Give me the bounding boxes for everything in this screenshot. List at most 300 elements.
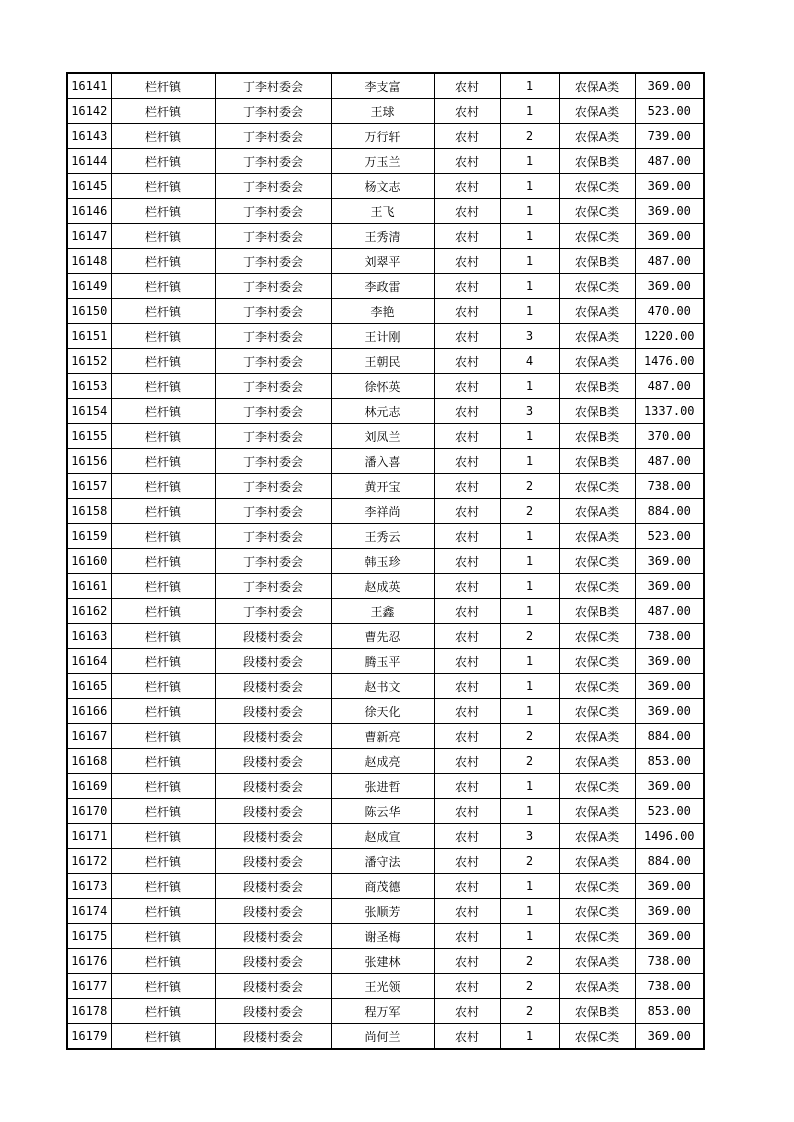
cell-insurance-category: 农保C类 bbox=[559, 574, 635, 599]
cell-area-type: 农村 bbox=[434, 249, 500, 274]
cell-village-committee: 丁李村委会 bbox=[215, 274, 331, 299]
cell-person-name: 王球 bbox=[331, 99, 434, 124]
cell-insurance-category: 农保C类 bbox=[559, 474, 635, 499]
cell-town: 栏杆镇 bbox=[111, 349, 215, 374]
cell-household-count: 1 bbox=[500, 374, 559, 399]
cell-area-type: 农村 bbox=[434, 199, 500, 224]
cell-village-committee: 段楼村委会 bbox=[215, 724, 331, 749]
cell-insurance-category: 农保B类 bbox=[559, 599, 635, 624]
cell-person-name: 曹先忍 bbox=[331, 624, 434, 649]
cell-record-number: 16167 bbox=[67, 724, 111, 749]
cell-record-number: 16170 bbox=[67, 799, 111, 824]
cell-household-count: 1 bbox=[500, 599, 559, 624]
cell-area-type: 农村 bbox=[434, 124, 500, 149]
cell-area-type: 农村 bbox=[434, 724, 500, 749]
cell-person-name: 潘守法 bbox=[331, 849, 434, 874]
cell-area-type: 农村 bbox=[434, 374, 500, 399]
cell-household-count: 1 bbox=[500, 874, 559, 899]
cell-person-name: 腾玉平 bbox=[331, 649, 434, 674]
cell-household-count: 1 bbox=[500, 149, 559, 174]
cell-household-count: 1 bbox=[500, 799, 559, 824]
cell-household-count: 1 bbox=[500, 924, 559, 949]
cell-amount: 470.00 bbox=[635, 299, 704, 324]
cell-household-count: 2 bbox=[500, 749, 559, 774]
cell-household-count: 2 bbox=[500, 724, 559, 749]
cell-person-name: 杨文志 bbox=[331, 174, 434, 199]
cell-town: 栏杆镇 bbox=[111, 899, 215, 924]
cell-insurance-category: 农保C类 bbox=[559, 699, 635, 724]
cell-household-count: 1 bbox=[500, 174, 559, 199]
cell-town: 栏杆镇 bbox=[111, 449, 215, 474]
cell-record-number: 16160 bbox=[67, 549, 111, 574]
table-row bbox=[67, 124, 704, 149]
cell-record-number: 16147 bbox=[67, 224, 111, 249]
cell-household-count: 2 bbox=[500, 474, 559, 499]
cell-household-count: 2 bbox=[500, 624, 559, 649]
cell-amount: 487.00 bbox=[635, 599, 704, 624]
cell-amount: 487.00 bbox=[635, 374, 704, 399]
table-row bbox=[67, 299, 704, 324]
cell-household-count: 1 bbox=[500, 774, 559, 799]
cell-household-count: 1 bbox=[500, 299, 559, 324]
cell-amount: 370.00 bbox=[635, 424, 704, 449]
cell-insurance-category: 农保B类 bbox=[559, 424, 635, 449]
cell-area-type: 农村 bbox=[434, 1024, 500, 1050]
cell-person-name: 曹新亮 bbox=[331, 724, 434, 749]
cell-village-committee: 段楼村委会 bbox=[215, 924, 331, 949]
cell-record-number: 16150 bbox=[67, 299, 111, 324]
cell-area-type: 农村 bbox=[434, 574, 500, 599]
cell-person-name: 王鑫 bbox=[331, 599, 434, 624]
cell-person-name: 程万军 bbox=[331, 999, 434, 1024]
cell-insurance-category: 农保C类 bbox=[559, 274, 635, 299]
cell-record-number: 16172 bbox=[67, 849, 111, 874]
cell-village-committee: 丁李村委会 bbox=[215, 224, 331, 249]
cell-village-committee: 丁李村委会 bbox=[215, 499, 331, 524]
cell-record-number: 16163 bbox=[67, 624, 111, 649]
cell-village-committee: 丁李村委会 bbox=[215, 574, 331, 599]
cell-village-committee: 段楼村委会 bbox=[215, 824, 331, 849]
cell-household-count: 1 bbox=[500, 649, 559, 674]
cell-area-type: 农村 bbox=[434, 474, 500, 499]
cell-person-name: 张进哲 bbox=[331, 774, 434, 799]
table-row bbox=[67, 824, 704, 849]
cell-household-count: 3 bbox=[500, 399, 559, 424]
cell-insurance-category: 农保C类 bbox=[559, 899, 635, 924]
cell-area-type: 农村 bbox=[434, 749, 500, 774]
cell-village-committee: 丁李村委会 bbox=[215, 399, 331, 424]
cell-record-number: 16153 bbox=[67, 374, 111, 399]
cell-person-name: 谢圣梅 bbox=[331, 924, 434, 949]
cell-record-number: 16155 bbox=[67, 424, 111, 449]
cell-person-name: 王光领 bbox=[331, 974, 434, 999]
cell-village-committee: 丁李村委会 bbox=[215, 349, 331, 374]
cell-record-number: 16175 bbox=[67, 924, 111, 949]
cell-person-name: 王秀清 bbox=[331, 224, 434, 249]
table-row bbox=[67, 1024, 704, 1050]
table-row bbox=[67, 999, 704, 1024]
cell-person-name: 张顺芳 bbox=[331, 899, 434, 924]
cell-household-count: 2 bbox=[500, 974, 559, 999]
cell-record-number: 16171 bbox=[67, 824, 111, 849]
cell-village-committee: 段楼村委会 bbox=[215, 674, 331, 699]
table-row bbox=[67, 399, 704, 424]
cell-insurance-category: 农保C类 bbox=[559, 199, 635, 224]
cell-village-committee: 丁李村委会 bbox=[215, 524, 331, 549]
cell-town: 栏杆镇 bbox=[111, 874, 215, 899]
cell-town: 栏杆镇 bbox=[111, 999, 215, 1024]
cell-record-number: 16174 bbox=[67, 899, 111, 924]
cell-town: 栏杆镇 bbox=[111, 374, 215, 399]
table-row bbox=[67, 374, 704, 399]
table-row bbox=[67, 599, 704, 624]
cell-area-type: 农村 bbox=[434, 149, 500, 174]
cell-town: 栏杆镇 bbox=[111, 624, 215, 649]
cell-amount: 1476.00 bbox=[635, 349, 704, 374]
cell-village-committee: 段楼村委会 bbox=[215, 749, 331, 774]
cell-area-type: 农村 bbox=[434, 624, 500, 649]
roster-body bbox=[67, 73, 704, 1049]
cell-person-name: 尚何兰 bbox=[331, 1024, 434, 1050]
cell-amount: 884.00 bbox=[635, 724, 704, 749]
table-row bbox=[67, 724, 704, 749]
cell-village-committee: 段楼村委会 bbox=[215, 774, 331, 799]
cell-person-name: 刘凤兰 bbox=[331, 424, 434, 449]
cell-person-name: 刘翠平 bbox=[331, 249, 434, 274]
cell-area-type: 农村 bbox=[434, 899, 500, 924]
cell-insurance-category: 农保A类 bbox=[559, 724, 635, 749]
table-row bbox=[67, 174, 704, 199]
cell-household-count: 2 bbox=[500, 999, 559, 1024]
table-row bbox=[67, 574, 704, 599]
cell-amount: 369.00 bbox=[635, 274, 704, 299]
cell-insurance-category: 农保C类 bbox=[559, 224, 635, 249]
cell-village-committee: 丁李村委会 bbox=[215, 474, 331, 499]
cell-household-count: 3 bbox=[500, 824, 559, 849]
cell-area-type: 农村 bbox=[434, 399, 500, 424]
table-row bbox=[67, 424, 704, 449]
cell-insurance-category: 农保C类 bbox=[559, 674, 635, 699]
cell-insurance-category: 农保A类 bbox=[559, 499, 635, 524]
cell-household-count: 1 bbox=[500, 424, 559, 449]
cell-amount: 369.00 bbox=[635, 874, 704, 899]
cell-area-type: 农村 bbox=[434, 99, 500, 124]
cell-town: 栏杆镇 bbox=[111, 574, 215, 599]
cell-area-type: 农村 bbox=[434, 974, 500, 999]
cell-household-count: 4 bbox=[500, 349, 559, 374]
cell-person-name: 万行轩 bbox=[331, 124, 434, 149]
cell-amount: 523.00 bbox=[635, 524, 704, 549]
cell-household-count: 2 bbox=[500, 849, 559, 874]
cell-person-name: 万玉兰 bbox=[331, 149, 434, 174]
cell-town: 栏杆镇 bbox=[111, 149, 215, 174]
cell-record-number: 16142 bbox=[67, 99, 111, 124]
cell-amount: 884.00 bbox=[635, 499, 704, 524]
cell-area-type: 农村 bbox=[434, 874, 500, 899]
table-row bbox=[67, 249, 704, 274]
cell-record-number: 16158 bbox=[67, 499, 111, 524]
cell-person-name: 王飞 bbox=[331, 199, 434, 224]
cell-town: 栏杆镇 bbox=[111, 124, 215, 149]
cell-amount: 1220.00 bbox=[635, 324, 704, 349]
cell-household-count: 1 bbox=[500, 274, 559, 299]
cell-amount: 853.00 bbox=[635, 749, 704, 774]
cell-area-type: 农村 bbox=[434, 924, 500, 949]
cell-insurance-category: 农保C类 bbox=[559, 624, 635, 649]
table-row bbox=[67, 974, 704, 999]
cell-town: 栏杆镇 bbox=[111, 599, 215, 624]
table-row bbox=[67, 324, 704, 349]
cell-area-type: 农村 bbox=[434, 424, 500, 449]
cell-household-count: 3 bbox=[500, 324, 559, 349]
cell-insurance-category: 农保A类 bbox=[559, 824, 635, 849]
cell-record-number: 16168 bbox=[67, 749, 111, 774]
cell-village-committee: 段楼村委会 bbox=[215, 899, 331, 924]
table-row bbox=[67, 924, 704, 949]
table-row bbox=[67, 899, 704, 924]
cell-town: 栏杆镇 bbox=[111, 174, 215, 199]
cell-household-count: 2 bbox=[500, 499, 559, 524]
cell-insurance-category: 农保B类 bbox=[559, 449, 635, 474]
cell-amount: 487.00 bbox=[635, 149, 704, 174]
cell-area-type: 农村 bbox=[434, 799, 500, 824]
cell-village-committee: 段楼村委会 bbox=[215, 699, 331, 724]
cell-household-count: 1 bbox=[500, 249, 559, 274]
table-row bbox=[67, 499, 704, 524]
cell-village-committee: 丁李村委会 bbox=[215, 99, 331, 124]
cell-person-name: 黄开宝 bbox=[331, 474, 434, 499]
cell-village-committee: 丁李村委会 bbox=[215, 149, 331, 174]
cell-insurance-category: 农保A类 bbox=[559, 949, 635, 974]
cell-amount: 487.00 bbox=[635, 249, 704, 274]
table-row bbox=[67, 674, 704, 699]
cell-village-committee: 段楼村委会 bbox=[215, 849, 331, 874]
cell-amount: 369.00 bbox=[635, 224, 704, 249]
cell-amount: 738.00 bbox=[635, 474, 704, 499]
table-row bbox=[67, 849, 704, 874]
cell-amount: 1337.00 bbox=[635, 399, 704, 424]
cell-record-number: 16145 bbox=[67, 174, 111, 199]
cell-village-committee: 丁李村委会 bbox=[215, 549, 331, 574]
cell-household-count: 2 bbox=[500, 949, 559, 974]
cell-village-committee: 段楼村委会 bbox=[215, 949, 331, 974]
cell-insurance-category: 农保A类 bbox=[559, 849, 635, 874]
cell-insurance-category: 农保A类 bbox=[559, 73, 635, 99]
cell-area-type: 农村 bbox=[434, 449, 500, 474]
cell-amount: 487.00 bbox=[635, 449, 704, 474]
cell-area-type: 农村 bbox=[434, 774, 500, 799]
cell-person-name: 张建林 bbox=[331, 949, 434, 974]
cell-town: 栏杆镇 bbox=[111, 649, 215, 674]
table-row bbox=[67, 749, 704, 774]
cell-person-name: 徐天化 bbox=[331, 699, 434, 724]
cell-record-number: 16141 bbox=[67, 73, 111, 99]
cell-record-number: 16144 bbox=[67, 149, 111, 174]
table-row bbox=[67, 949, 704, 974]
cell-person-name: 李祥尚 bbox=[331, 499, 434, 524]
cell-town: 栏杆镇 bbox=[111, 799, 215, 824]
cell-amount: 369.00 bbox=[635, 73, 704, 99]
cell-record-number: 16176 bbox=[67, 949, 111, 974]
cell-town: 栏杆镇 bbox=[111, 1024, 215, 1050]
cell-area-type: 农村 bbox=[434, 324, 500, 349]
cell-area-type: 农村 bbox=[434, 674, 500, 699]
cell-amount: 369.00 bbox=[635, 549, 704, 574]
table-row bbox=[67, 799, 704, 824]
cell-village-committee: 丁李村委会 bbox=[215, 124, 331, 149]
cell-town: 栏杆镇 bbox=[111, 73, 215, 99]
cell-amount: 369.00 bbox=[635, 574, 704, 599]
cell-household-count: 2 bbox=[500, 124, 559, 149]
cell-amount: 739.00 bbox=[635, 124, 704, 149]
cell-area-type: 农村 bbox=[434, 349, 500, 374]
cell-town: 栏杆镇 bbox=[111, 99, 215, 124]
cell-town: 栏杆镇 bbox=[111, 699, 215, 724]
cell-town: 栏杆镇 bbox=[111, 299, 215, 324]
cell-record-number: 16169 bbox=[67, 774, 111, 799]
cell-amount: 738.00 bbox=[635, 949, 704, 974]
cell-insurance-category: 农保C类 bbox=[559, 1024, 635, 1050]
cell-village-committee: 段楼村委会 bbox=[215, 624, 331, 649]
cell-village-committee: 丁李村委会 bbox=[215, 599, 331, 624]
cell-village-committee: 段楼村委会 bbox=[215, 649, 331, 674]
table-row bbox=[67, 449, 704, 474]
table-row bbox=[67, 199, 704, 224]
cell-village-committee: 丁李村委会 bbox=[215, 324, 331, 349]
cell-household-count: 1 bbox=[500, 1024, 559, 1050]
cell-town: 栏杆镇 bbox=[111, 274, 215, 299]
table-row bbox=[67, 474, 704, 499]
cell-record-number: 16143 bbox=[67, 124, 111, 149]
cell-town: 栏杆镇 bbox=[111, 674, 215, 699]
cell-record-number: 16151 bbox=[67, 324, 111, 349]
cell-town: 栏杆镇 bbox=[111, 199, 215, 224]
cell-record-number: 16173 bbox=[67, 874, 111, 899]
cell-area-type: 农村 bbox=[434, 649, 500, 674]
cell-record-number: 16164 bbox=[67, 649, 111, 674]
cell-record-number: 16149 bbox=[67, 274, 111, 299]
cell-insurance-category: 农保B类 bbox=[559, 374, 635, 399]
table-row bbox=[67, 774, 704, 799]
cell-record-number: 16154 bbox=[67, 399, 111, 424]
cell-household-count: 1 bbox=[500, 699, 559, 724]
cell-record-number: 16166 bbox=[67, 699, 111, 724]
cell-household-count: 1 bbox=[500, 99, 559, 124]
cell-amount: 369.00 bbox=[635, 774, 704, 799]
cell-town: 栏杆镇 bbox=[111, 924, 215, 949]
cell-village-committee: 丁李村委会 bbox=[215, 249, 331, 274]
cell-record-number: 16157 bbox=[67, 474, 111, 499]
cell-area-type: 农村 bbox=[434, 299, 500, 324]
cell-town: 栏杆镇 bbox=[111, 724, 215, 749]
cell-household-count: 1 bbox=[500, 899, 559, 924]
cell-village-committee: 段楼村委会 bbox=[215, 799, 331, 824]
cell-household-count: 1 bbox=[500, 674, 559, 699]
cell-village-committee: 丁李村委会 bbox=[215, 374, 331, 399]
cell-insurance-category: 农保A类 bbox=[559, 749, 635, 774]
cell-village-committee: 段楼村委会 bbox=[215, 974, 331, 999]
table-row bbox=[67, 624, 704, 649]
cell-household-count: 1 bbox=[500, 549, 559, 574]
cell-area-type: 农村 bbox=[434, 274, 500, 299]
cell-area-type: 农村 bbox=[434, 849, 500, 874]
cell-amount: 369.00 bbox=[635, 924, 704, 949]
cell-insurance-category: 农保C类 bbox=[559, 549, 635, 574]
cell-household-count: 1 bbox=[500, 524, 559, 549]
cell-insurance-category: 农保C类 bbox=[559, 649, 635, 674]
cell-person-name: 王计刚 bbox=[331, 324, 434, 349]
cell-person-name: 李艳 bbox=[331, 299, 434, 324]
cell-household-count: 1 bbox=[500, 574, 559, 599]
cell-person-name: 韩玉珍 bbox=[331, 549, 434, 574]
cell-insurance-category: 农保C类 bbox=[559, 874, 635, 899]
cell-area-type: 农村 bbox=[434, 999, 500, 1024]
cell-person-name: 陈云华 bbox=[331, 799, 434, 824]
cell-person-name: 王秀云 bbox=[331, 524, 434, 549]
cell-amount: 523.00 bbox=[635, 99, 704, 124]
cell-amount: 369.00 bbox=[635, 674, 704, 699]
cell-town: 栏杆镇 bbox=[111, 774, 215, 799]
cell-insurance-category: 农保A类 bbox=[559, 299, 635, 324]
table-row bbox=[67, 274, 704, 299]
cell-record-number: 16146 bbox=[67, 199, 111, 224]
cell-area-type: 农村 bbox=[434, 949, 500, 974]
cell-insurance-category: 农保A类 bbox=[559, 124, 635, 149]
cell-town: 栏杆镇 bbox=[111, 224, 215, 249]
cell-insurance-category: 农保B类 bbox=[559, 399, 635, 424]
cell-village-committee: 丁李村委会 bbox=[215, 299, 331, 324]
cell-insurance-category: 农保C类 bbox=[559, 774, 635, 799]
cell-town: 栏杆镇 bbox=[111, 324, 215, 349]
cell-village-committee: 丁李村委会 bbox=[215, 174, 331, 199]
cell-record-number: 16178 bbox=[67, 999, 111, 1024]
cell-record-number: 16148 bbox=[67, 249, 111, 274]
cell-amount: 738.00 bbox=[635, 974, 704, 999]
table-row bbox=[67, 99, 704, 124]
cell-amount: 369.00 bbox=[635, 899, 704, 924]
cell-insurance-category: 农保A类 bbox=[559, 99, 635, 124]
table-row bbox=[67, 149, 704, 174]
cell-person-name: 赵成亮 bbox=[331, 749, 434, 774]
cell-village-committee: 段楼村委会 bbox=[215, 874, 331, 899]
cell-person-name: 林元志 bbox=[331, 399, 434, 424]
cell-village-committee: 段楼村委会 bbox=[215, 1024, 331, 1050]
cell-record-number: 16162 bbox=[67, 599, 111, 624]
cell-household-count: 1 bbox=[500, 224, 559, 249]
cell-village-committee: 丁李村委会 bbox=[215, 199, 331, 224]
cell-insurance-category: 农保C类 bbox=[559, 924, 635, 949]
cell-amount: 369.00 bbox=[635, 1024, 704, 1050]
cell-insurance-category: 农保A类 bbox=[559, 524, 635, 549]
cell-town: 栏杆镇 bbox=[111, 424, 215, 449]
cell-amount: 369.00 bbox=[635, 199, 704, 224]
cell-person-name: 潘入喜 bbox=[331, 449, 434, 474]
cell-person-name: 王朝民 bbox=[331, 349, 434, 374]
cell-person-name: 徐怀英 bbox=[331, 374, 434, 399]
cell-insurance-category: 农保B类 bbox=[559, 249, 635, 274]
cell-insurance-category: 农保A类 bbox=[559, 974, 635, 999]
cell-area-type: 农村 bbox=[434, 73, 500, 99]
cell-record-number: 16161 bbox=[67, 574, 111, 599]
cell-area-type: 农村 bbox=[434, 174, 500, 199]
cell-area-type: 农村 bbox=[434, 599, 500, 624]
cell-amount: 369.00 bbox=[635, 649, 704, 674]
cell-insurance-category: 农保A类 bbox=[559, 349, 635, 374]
cell-amount: 1496.00 bbox=[635, 824, 704, 849]
cell-insurance-category: 农保A类 bbox=[559, 799, 635, 824]
cell-town: 栏杆镇 bbox=[111, 249, 215, 274]
cell-area-type: 农村 bbox=[434, 224, 500, 249]
